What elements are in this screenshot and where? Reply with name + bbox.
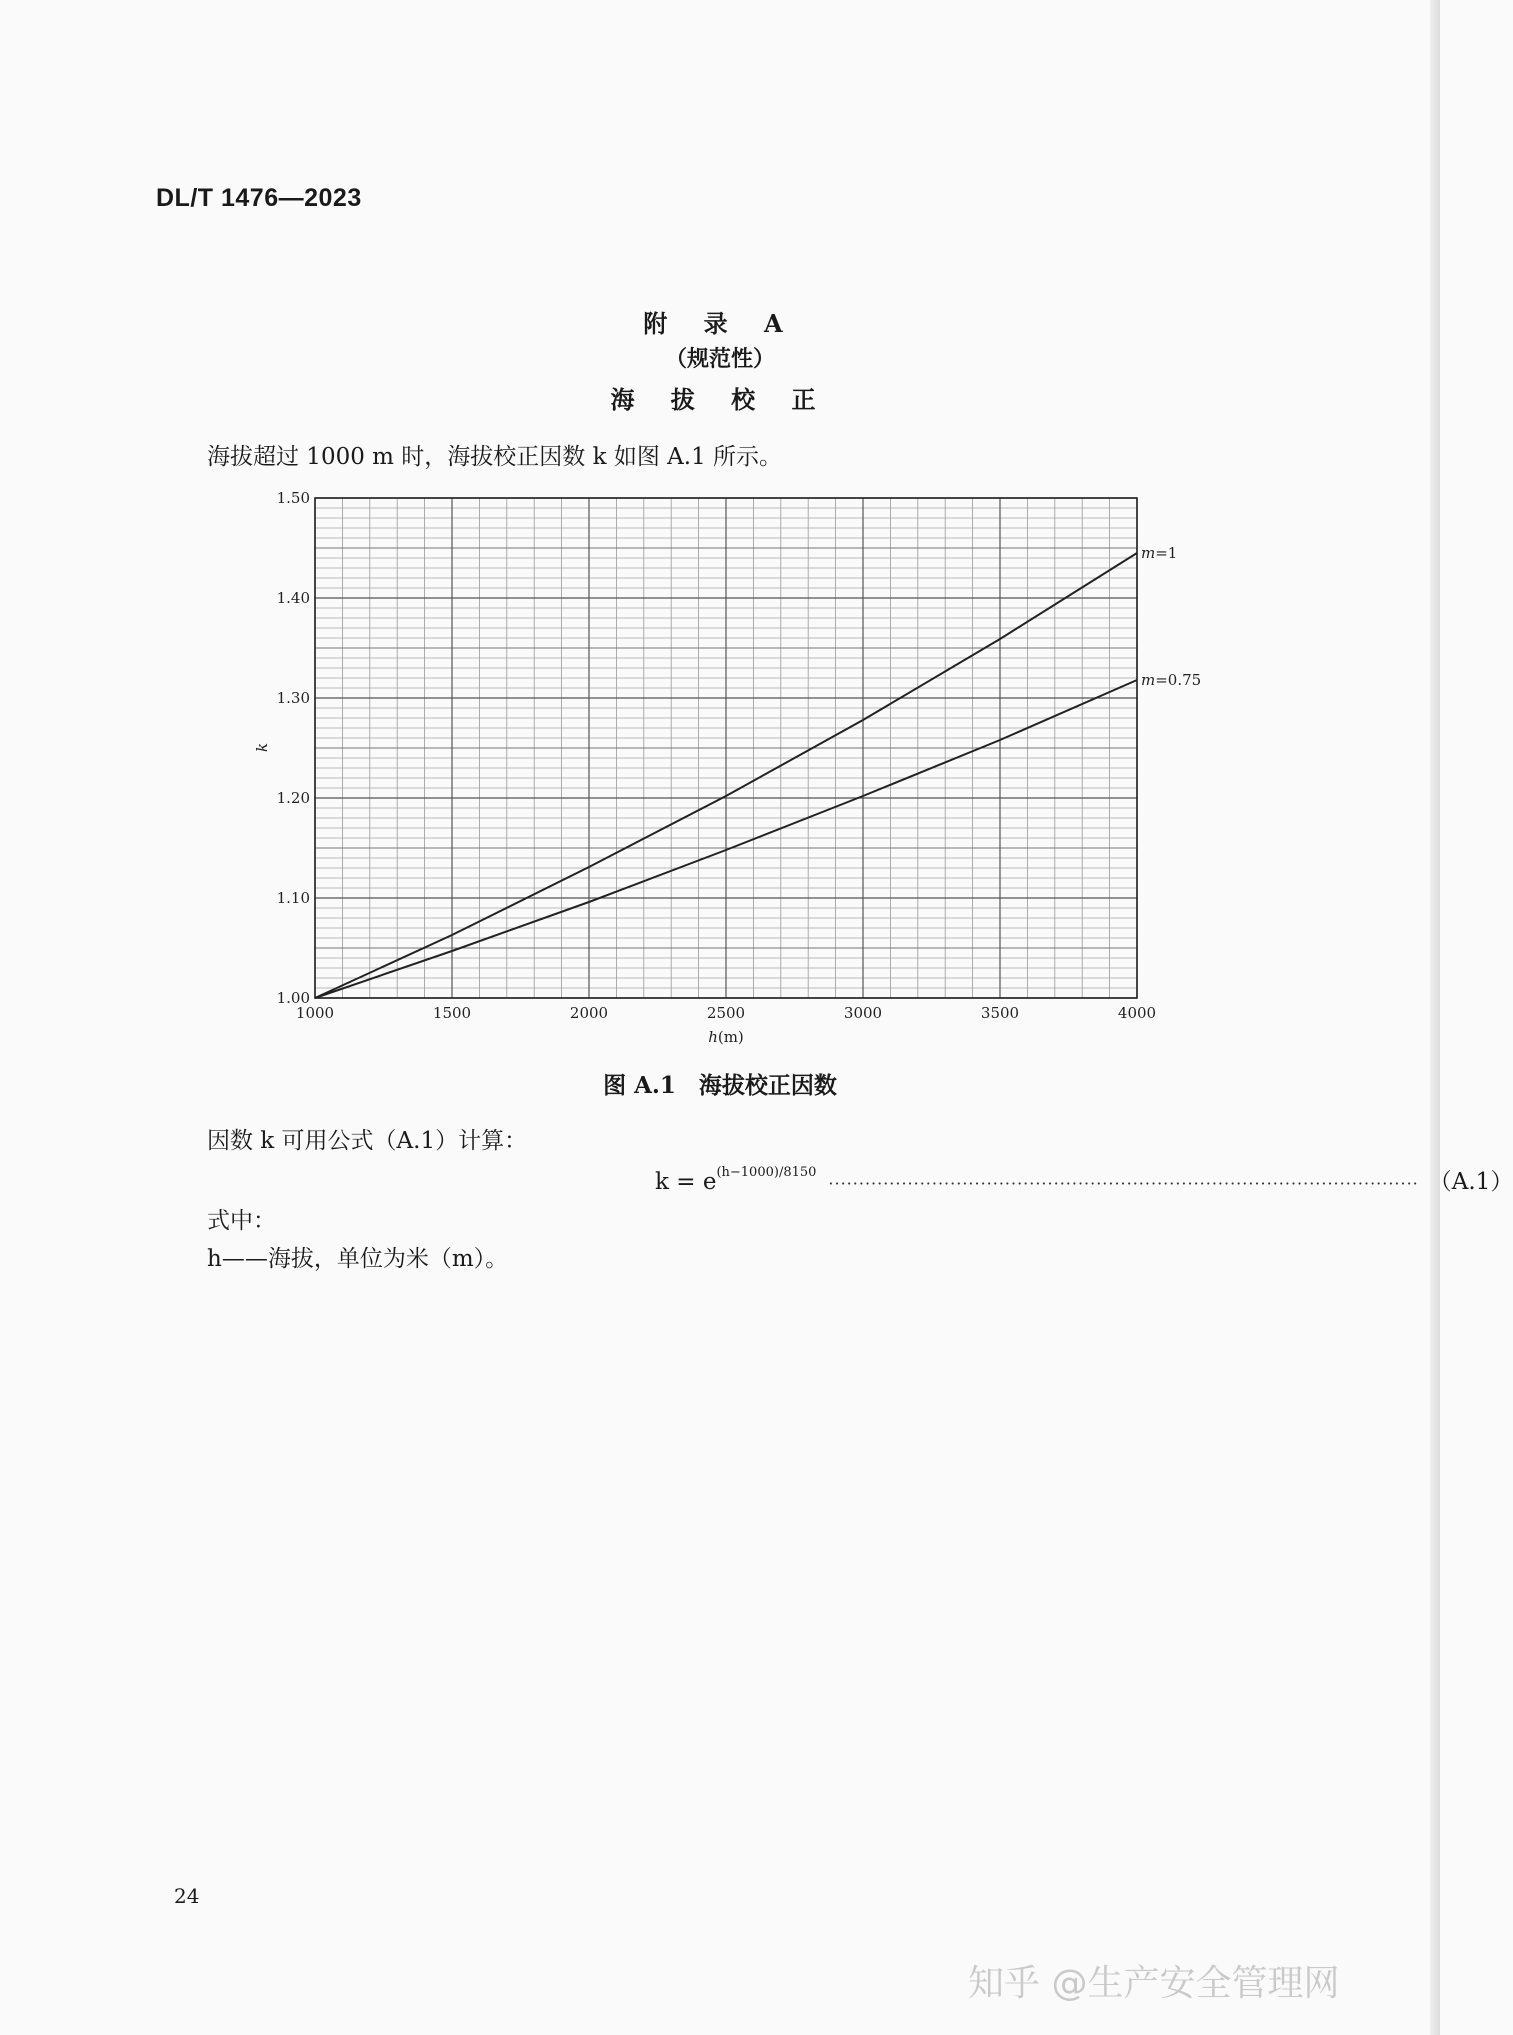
series-label <box>1141 671 1201 689</box>
appendix-subtitle: （规范性） <box>664 346 775 372</box>
series-label-var: m <box>1141 671 1156 689</box>
where-label: 式中： <box>207 1208 276 1234</box>
x-tick-labels <box>296 1004 1156 1022</box>
x-tick-label: 1500 <box>432 1004 472 1022</box>
series-label <box>1141 544 1177 562</box>
y-tick-label: 1.10 <box>276 889 310 907</box>
formula-exponent: (h−1000)/8150 <box>716 1165 817 1181</box>
formula-intro: 因数 k 可用公式（A.1）计算： <box>207 1128 528 1154</box>
series-labels <box>1141 544 1201 689</box>
formula-base: k = e <box>655 1169 717 1195</box>
series-label-value: =0.75 <box>1155 671 1202 689</box>
x-axis-label-var: h <box>708 1028 718 1046</box>
document-code: DL/T 1476—2023 <box>156 184 362 212</box>
x-axis-label <box>708 1028 744 1046</box>
formula-row <box>655 1163 1513 1196</box>
x-tick-label: 3500 <box>980 1004 1020 1022</box>
series-label-var: m <box>1141 544 1156 562</box>
x-tick-label: 2000 <box>569 1004 609 1022</box>
appendix-title: 附 录 A <box>643 309 797 338</box>
y-tick-label: 1.40 <box>276 589 310 607</box>
intro-paragraph: 海拔超过 1000 m 时，海拔校正因数 k 如图 A.1 所示。 <box>207 444 783 470</box>
definition-h: h——海拔，单位为米（m）。 <box>207 1246 509 1272</box>
y-tick-label: 1.00 <box>276 989 310 1007</box>
chart-svg <box>240 478 1230 1058</box>
x-axis-label-unit: (m) <box>717 1028 744 1046</box>
series-label-value: =1 <box>1155 544 1178 562</box>
y-tick-label: 1.30 <box>276 689 310 707</box>
page-number: 24 <box>174 1884 200 1908</box>
zhihu-watermark: 知乎 @生产安全管理网 <box>968 1963 1340 2004</box>
formula-expression <box>655 1165 817 1195</box>
y-axis-label: k <box>253 742 271 752</box>
y-tick-labels <box>277 489 310 1007</box>
altitude-correction-chart <box>240 478 1230 1058</box>
formula-number: （A.1） <box>1428 1169 1513 1195</box>
x-tick-label: 4000 <box>1117 1004 1157 1022</box>
x-tick-label: 1000 <box>295 1004 335 1022</box>
figure-caption: 图 A.1 海拔校正因数 <box>603 1072 837 1099</box>
x-tick-label: 2500 <box>706 1004 746 1022</box>
appendix-heading: 海 拔 校 正 <box>610 385 830 414</box>
x-tick-label: 3000 <box>843 1004 883 1022</box>
formula-leader-dots: ································································································· <box>828 1174 1419 1193</box>
y-tick-label: 1.20 <box>276 789 310 807</box>
y-tick-label: 1.50 <box>276 489 310 507</box>
